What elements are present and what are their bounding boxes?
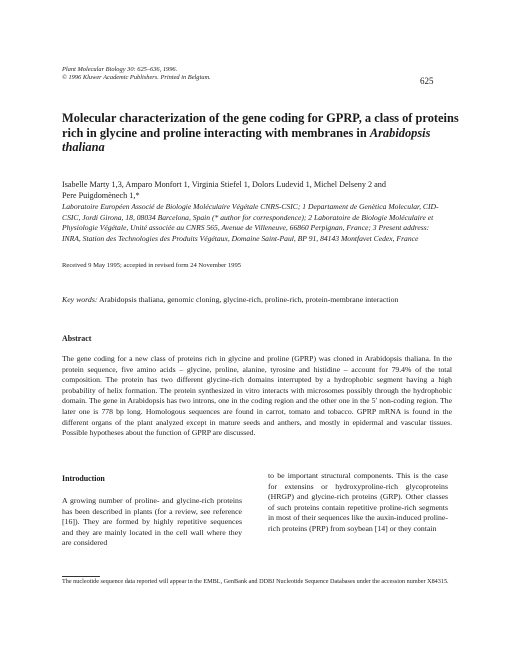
- page-number: 625: [420, 76, 434, 86]
- received-dates: Received 9 May 1995; accepted in revised form 24 November 1995: [62, 262, 242, 269]
- footnote: The nucleotide sequence data reported will appear in the EMBL, GenBank and DDBJ Nucleotide Sequence Databases under the accession number X84315.: [62, 578, 449, 585]
- journal-citation: Plant Molecular Biology 30: 625–636, 1996.: [62, 66, 178, 73]
- keywords-label: Key words:: [62, 295, 98, 304]
- introduction-left-column: A growing number of proline- and glycine-rich proteins has been described in plants (for a review, see reference [16]). They are formed by highly repetitive sequences and they are mainly located in the cell wall where they are considered: [62, 496, 242, 547]
- author-list: [62, 180, 452, 202]
- authors-line-1: Isabelle Marty 1,3, Amparo Monfort 1, Virginia Stiefel 1, Dolors Ludevid 1, Michel Delseny 2 and: [62, 180, 386, 189]
- affiliations: Laboratoire Européen Associé de Biologie Moléculaire Végétale CNRS-CSIC; 1 Departament de Genètica Molecular, CID-CSIC, Jordi Girona, 18, 08034 Barcelona, Spain (* author for correspondence); 2 Laboratoire de Biologie Moléculaire et Physiologie Végétale, Unité associée au CNRS 565, Avenue de Villeneuve, 66860 Perpignan, France; 3 Present address: INRA, Station des Technologies des Produits Végétaux, Domaine Saint-Paul, BP 91, 84143 Montfavet Cedex, France: [62, 202, 439, 243]
- title-species: Arabidopsis thaliana: [62, 125, 431, 154]
- keywords-text: Arabidopsis thaliana, genomic cloning, glycine-rich, proline-rich, protein-membrane interaction: [98, 295, 399, 304]
- copyright-line: © 1996 Kluwer Academic Publishers. Printed in Belgium.: [62, 74, 211, 81]
- authors-line-2: Pere Puigdomènech 1,*: [62, 190, 140, 200]
- keywords: [62, 295, 452, 306]
- abstract-text: The gene coding for a new class of proteins rich in glycine and proline (GPRP) was cloned in Arabidopsis thaliana. In the protein sequence, five amino acids – glycine, proline, alanine, tyrosine and histidine – account for 79.4% of the total composition. The protein has two different glycine-rich domains interrupted by a hydrophobic segment having a high probability of helix formation. The protein synthesized in vitro interacts with microsomes possibly through the hydrophobic domain. The gene in Arabidopsis has two introns, one in the coding region and the other one in the 5′ non-coding region. The later one is 778 bp long. Homologous sequences are found in carrot, tomato and tobacco. GPRP mRNA is found in the different organs of the plant analyzed except in mature seeds and anthers, and mostly in epidermal and vascular tissues. Possible hypotheses about the function of GPRP are discussed.: [62, 354, 452, 438]
- footnote-divider: [62, 576, 100, 577]
- introduction-right-column: to be important structural components. This is the case for extensins or hydroxyproline-rich glycoproteins (HRGP) and glycine-rich proteins (GRP). Other classes of such proteins contain repetitive proline-rich segments in most of their sequences like the auxin-induced proline-rich proteins (PRP) from soybean [14] or they contain: [268, 471, 448, 533]
- title-main: Molecular characterization of the gene coding for GPRP, a class of proteins rich in glycine and proline interacting with membranes in: [62, 111, 459, 140]
- abstract-heading: Abstract: [62, 334, 92, 343]
- introduction-heading: Introduction: [62, 474, 105, 483]
- article-title: [62, 111, 462, 155]
